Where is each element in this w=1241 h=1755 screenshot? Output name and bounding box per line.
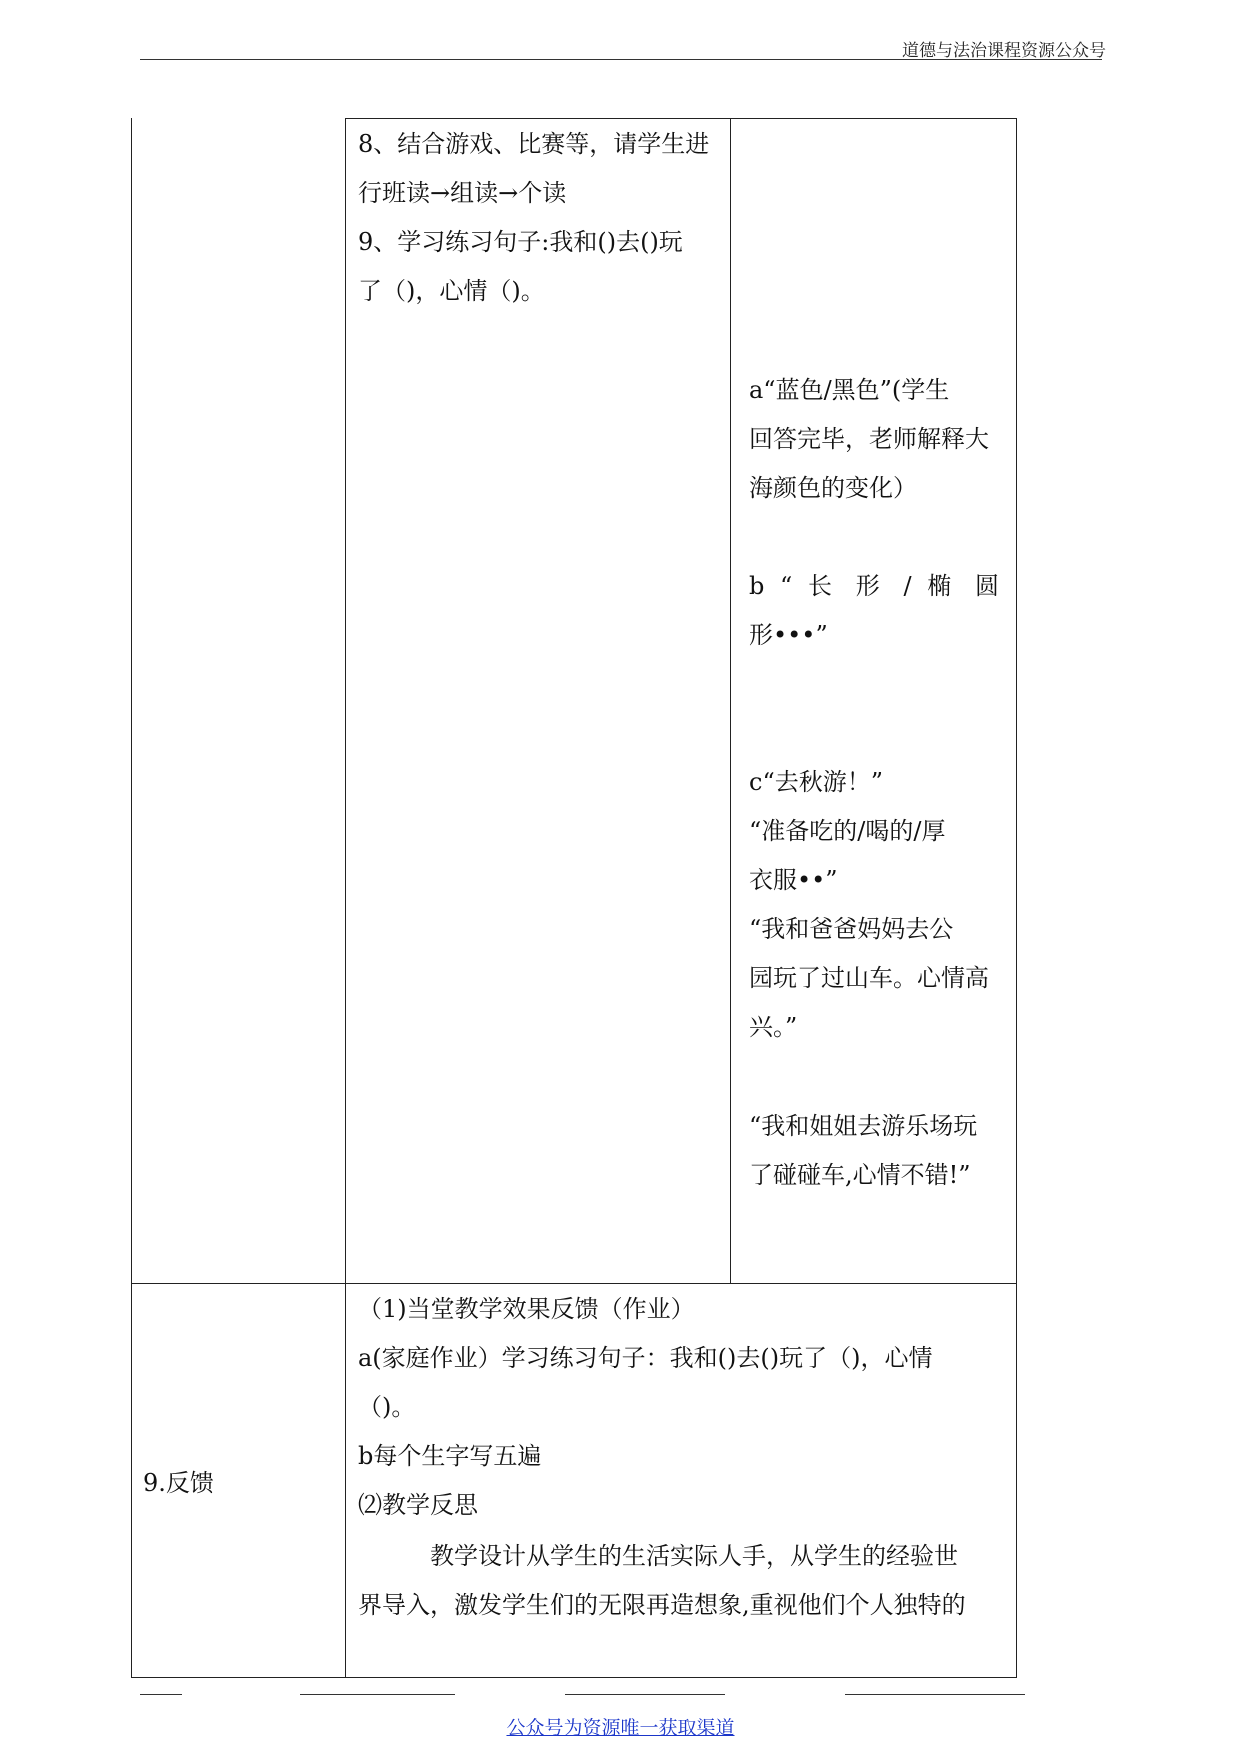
- text-line: “我和爸爸妈妈去公: [749, 915, 954, 943]
- text-line: b “ 长 形 / 椭 圆: [749, 572, 999, 600]
- text-line: 了（)，心情（)。: [358, 277, 545, 305]
- text-line: （1)当堂教学效果反馈（作业）: [358, 1295, 695, 1323]
- text-line: 9、学习练习句子:我和()去()玩: [358, 228, 683, 256]
- table-col-divider-1: [345, 118, 346, 1678]
- text-line: 园玩了过山车。心情高: [749, 964, 989, 992]
- table-row-divider: [131, 1283, 1017, 1284]
- row1-right-answer-d: [749, 1102, 999, 1200]
- text-line: 界导入，激发学生们的无限再造想象,重视他们个人独特的: [358, 1591, 966, 1619]
- row1-right-answer-c: [749, 758, 999, 1052]
- table-border-left: [131, 118, 132, 1678]
- text-line: 衣服••”: [749, 866, 838, 894]
- header-title: 道德与法治课程资源公众号: [902, 41, 1106, 61]
- text-line: b每个生字写五遍: [358, 1442, 542, 1470]
- text-line: ⑵教学反思: [358, 1491, 478, 1519]
- row2-feedback-cell: [358, 1285, 933, 1530]
- footer-rule: [845, 1694, 1025, 1695]
- table-border-right: [1016, 118, 1017, 1678]
- text-line: 教学设计从学生的生活实际人手，从学生的经验世: [358, 1542, 958, 1570]
- text-line: c“去秋游！”: [749, 768, 883, 796]
- table-border-top: [345, 118, 1017, 119]
- row1-middle-cell: [358, 120, 709, 316]
- text-line: 回答完毕，老师解释大: [749, 425, 989, 453]
- text-line: “准备吃的/喝的/厚: [749, 817, 946, 845]
- footer-rule: [565, 1694, 725, 1695]
- text-line: a“蓝色/黑色”(学生: [749, 376, 950, 404]
- header-rule: [140, 59, 1102, 60]
- text-line: 海颜色的变化）: [749, 474, 917, 502]
- text-line: 行班读→组读→个读: [358, 179, 567, 207]
- text-line: 8、结合游戏、比赛等，请学生进: [358, 130, 710, 158]
- table-border-bottom: [131, 1677, 1017, 1678]
- row2-reflection-paragraph: [358, 1532, 966, 1630]
- footer-link[interactable]: 公众号为资源唯一获取渠道: [506, 1717, 735, 1739]
- lesson-table: [131, 118, 1017, 1678]
- footer: [0, 1713, 1241, 1740]
- text-line: 形•••”: [749, 621, 828, 649]
- text-line: 了碰碰车,心情不错!”: [749, 1161, 971, 1189]
- row1-right-answer-a: [749, 366, 999, 513]
- text-line: a(家庭作业）学习练习句子：我和()去()玩了（)，心情: [358, 1344, 933, 1372]
- table-col-divider-2: [730, 118, 731, 1283]
- text-line: “我和姐姐去游乐场玩: [749, 1112, 978, 1140]
- footer-rule: [140, 1694, 182, 1695]
- row2-label: 9.反馈: [143, 1469, 214, 1497]
- text-line: （)。: [358, 1393, 416, 1421]
- text-line: 兴。”: [749, 1013, 798, 1041]
- footer-rule: [300, 1694, 455, 1695]
- row1-right-answer-b: [749, 562, 999, 660]
